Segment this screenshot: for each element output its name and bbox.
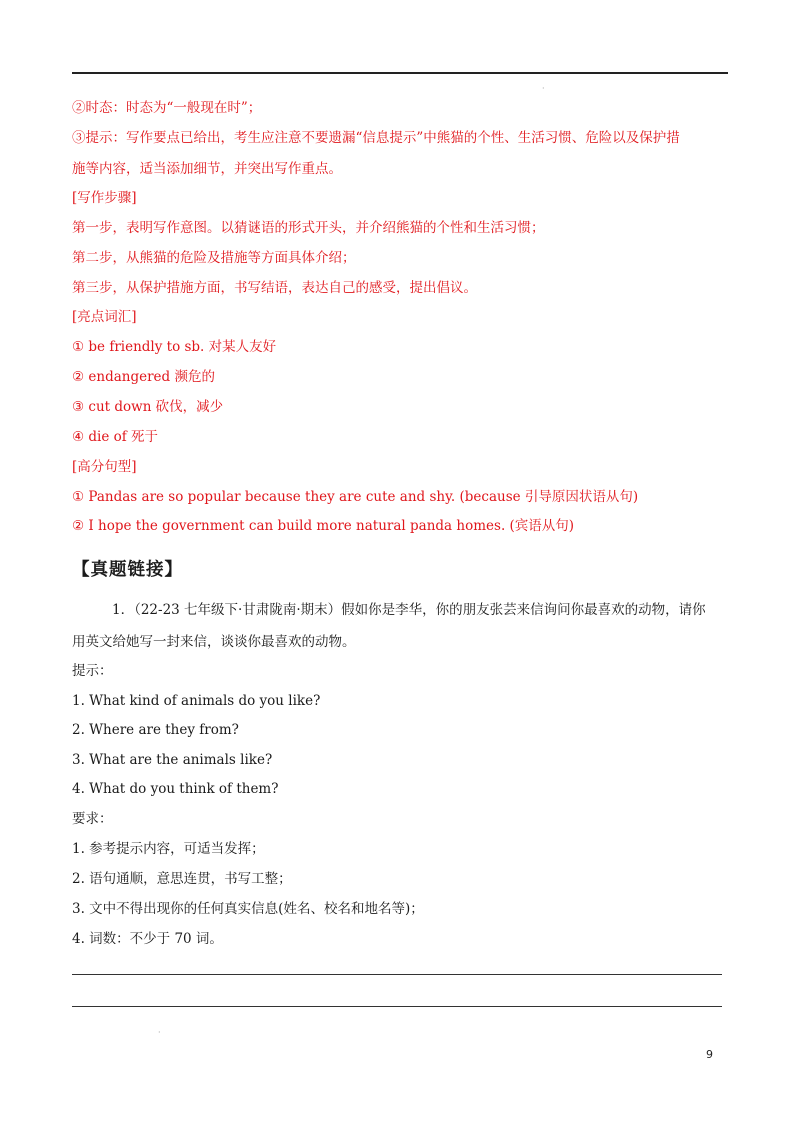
hint-item: 3. What are the animals like? — [72, 752, 273, 768]
hints-label: 提示： — [72, 663, 113, 679]
hint-item: 2. Where are they from? — [72, 722, 239, 738]
requirements-label: 要求： — [72, 811, 113, 827]
requirement-item: 1. 参考提示内容，可适当发挥； — [72, 841, 265, 857]
speck: · — [542, 84, 545, 93]
vocab-item: ① be friendly to sb. 对某人友好 — [72, 339, 277, 355]
section-heading: 【真题链接】 — [72, 560, 183, 580]
requirement-item: 3. 文中不得出现你的任何真实信息(姓名、校名和地名等)； — [72, 901, 424, 917]
vocab-item: ② endangered 濒危的 — [72, 369, 215, 385]
tense-note: ②时态：时态为“一般现在时”； — [72, 100, 262, 116]
steps-title: [写作步骤] — [72, 190, 137, 206]
sentence-item: ② I hope the government can build more natural panda homes. (宾语从句) — [72, 518, 575, 534]
answer-line — [72, 974, 722, 975]
page-number: 9 — [706, 1048, 713, 1061]
step-3: 第三步，从保护措施方面，书写结语，表达自己的感受，提出倡议。 — [72, 280, 477, 296]
vocab-item: ④ die of 死于 — [72, 429, 159, 445]
answer-line — [72, 1006, 722, 1007]
requirement-item: 2. 语句通顺，意思连贯，书写工整； — [72, 871, 292, 887]
vocab-item: ③ cut down 砍伐，减少 — [72, 399, 224, 415]
step-1: 第一步，表明写作意图。以猜谜语的形式开头，并介绍熊猫的个性和生活习惯； — [72, 220, 545, 236]
question-line-2: 用英文给她写一封来信，谈谈你最喜欢的动物。 — [72, 634, 356, 650]
hint-item: 4. What do you think of them? — [72, 781, 279, 797]
requirement-item: 4. 词数：不少于 70 词。 — [72, 931, 223, 947]
tip-line-2: 施等内容，适当添加细节，并突出写作重点。 — [72, 161, 342, 177]
vocab-title: [亮点词汇] — [72, 309, 137, 325]
step-2: 第二步，从熊猫的危险及措施等方面具体介绍； — [72, 250, 356, 266]
tip-line-1: ③提示：写作要点已给出，考生应注意不要遗漏“信息提示”中熊猫的个性、生活习惯、危险以及保护措 — [72, 130, 680, 146]
header-rule — [72, 72, 728, 74]
hint-item: 1. What kind of animals do you like? — [72, 693, 321, 709]
speck: · — [158, 1028, 161, 1037]
sentence-item: ① Pandas are so popular because they are cute and shy. (because 引导原因状语从句) — [72, 489, 639, 505]
question-line-1: 1．（22-23 七年级下·甘肃陇南·期末）假如你是李华，你的朋友张芸来信询问你最喜欢的动物，请你 — [112, 602, 706, 618]
sentence-title: [高分句型] — [72, 459, 137, 475]
